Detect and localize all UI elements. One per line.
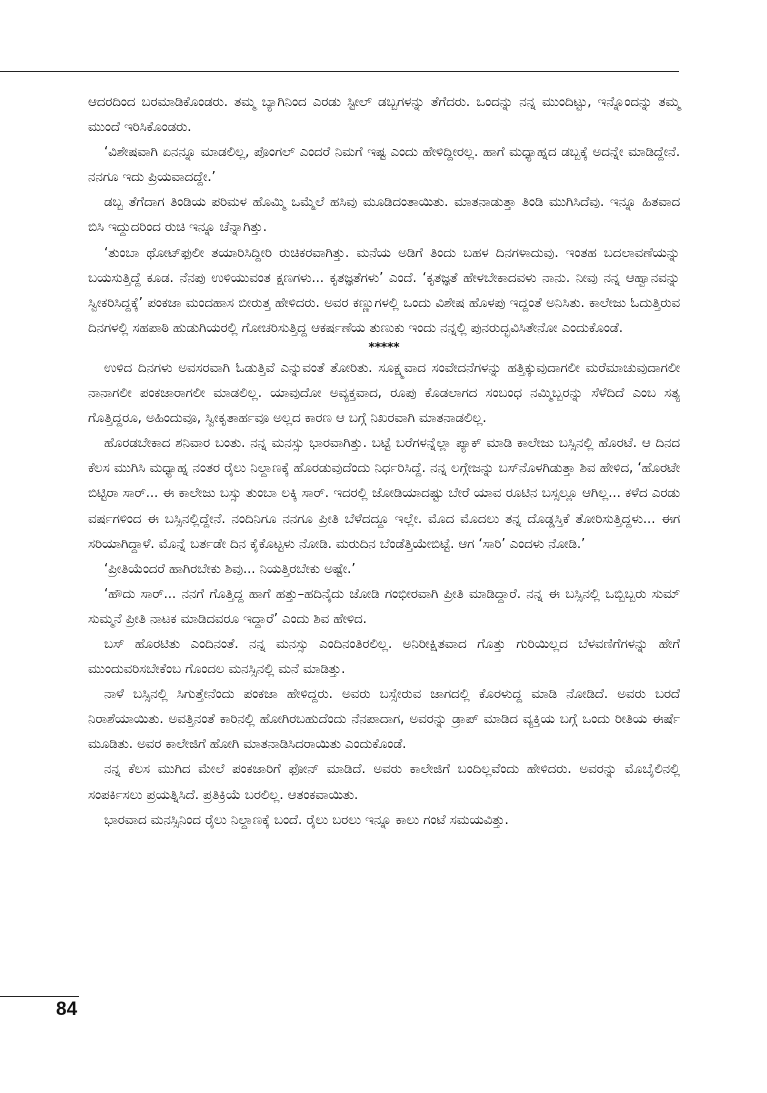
paragraph: ‘ತುಂಬಾ ಥೋಟ್‌ಫುಲೀ ತಯಾರಿಸಿದ್ದೀರಿ ರುಚಿಕರವಾಗಿತ್ತು. ಮನೆಯ ಅಡಿಗೆ ತಿಂದು ಬಹಳ ದಿನಗಳಾದುವು. ಇಂತಹ ಬದಲಾವಣೆಯನ್ನು ಬಯಸುತ್ತಿದ್ದೆ ಕೂಡ. ನೆನಪು ಉಳಿಯುವಂತ ಕ್ಷಣಗಳು... ಕೃತಜ್ಞತೆಗಳು’ ಎಂದೆ. ‘ಕೃತಜ್ಞತೆ ಹೇಳಬೇಕಾದವಳು ನಾನು. ನೀವು ನನ್ನ ಆಹ್ವಾನವನ್ನು ಸ್ವೀಕರಿಸಿದ್ದಕ್ಕೆ’ ಪಂಕಜಾ ಮಂದಹಾಸ ಬೀರುತ್ತ ಹೇಳಿದರು. ಅವರ ಕಣ್ಣುಗಳಲ್ಲಿ ಒಂದು ವಿಶೇಷ ಹೊಳಪು ಇದ್ದಂತೆ ಅನಿಸಿತು. ಕಾಲೇಜು ಓದುತ್ತಿರುವ ದಿನಗಳಲ್ಲಿ ಸಹಪಾಠಿ ಹುಡುಗಿಯರಲ್ಲಿ ಗೋಚರಿಸುತ್ತಿದ್ದ ಆಕರ್ಷಣೆಯ ತುಣುಕು ಇಂದು ನನ್ನಲ್ಲಿ ಪುನರುದ್ಭವಿಸಿತೇನೋ ಎಂದುಕೊಂಡೆ. bbox=[88, 245, 680, 336]
paragraph: ಬಸ್ ಹೊರಟಿತು ಎಂದಿನಂತೆ. ನನ್ನ ಮನಸ್ಸು ಎಂದಿನಂತಿರಲಿಲ್ಲ. ಅನಿರೀಕ್ಷಿತವಾದ ಗೊತ್ತು ಗುರಿಯಿಲ್ಲದ ಬೆಳವಣಿಗೆಗಳನ್ನು ಹೇಗೆ ಮುಂದುವರಿಸಬೇಕೆಂಬ ಗೊಂದಲ ಮನಸ್ಸಿನಲ್ಲಿ ಮನೆ ಮಾಡಿತ್ತು. bbox=[88, 636, 680, 678]
paragraph: ಉಳಿದ ದಿನಗಳು ಅವಸರವಾಗಿ ಓಡುತ್ತಿವೆ ಎನ್ನುವಂತೆ ತೋರಿತು. ಸೂಕ್ಷ್ಮವಾದ ಸಂವೇದನೆಗಳನ್ನು ಹತ್ತಿಕ್ಕುವುದಾಗಲೀ ಮರೆಮಾಚುವುದಾಗಲೀ ನಾನಾಗಲೀ ಪಂಕಜಾರಾಗಲೀ ಮಾಡಲಿಲ್ಲ. ಯಾವುದೋ ಅವ್ಯಕ್ತವಾದ, ರೂಪು ಕೊಡಲಾಗದ ಸಂಬಂಧ ನಮ್ಮಿಬ್ಬರನ್ನು ಸೆಳೆದಿದೆ ಎಂಬ ಸತ್ಯ ಗೊತ್ತಿದ್ದರೂ, ಅಹಿಂದುವೂ, ಸ್ವೀಕೃತಾರ್ಹವೂ ಅಲ್ಲದ ಕಾರಣ ಆ ಬಗ್ಗೆ ನಿಖರವಾಗಿ ಮಾತನಾಡಲಿಲ್ಲ. bbox=[88, 360, 680, 427]
body-text bbox=[88, 90, 680, 833]
section-divider: ***** bbox=[368, 339, 400, 354]
paragraph: ‘ಪ್ರೀತಿಯೆಂದರೆ ಹಾಗಿರಬೇಕು ಶಿವು... ನಿಯತ್ತಿರಬೇಕು ಅಷ್ಟೇ.’ bbox=[104, 561, 356, 577]
header-rule bbox=[0, 71, 679, 72]
page-number: 84 bbox=[56, 999, 78, 1020]
paragraph: ಭಾರವಾದ ಮನಸ್ಸಿನಿಂದ ರೈಲು ನಿಲ್ದಾಣಕ್ಕೆ ಬಂದೆ. ರೈಲು ಬರಲು ಇನ್ನೂ ಕಾಲು ಗಂಟೆ ಸಮಯವಿತ್ತು. bbox=[104, 812, 509, 828]
paragraph: ನನ್ನ ಕೆಲಸ ಮುಗಿದ ಮೇಲೆ ಪಂಕಜಾರಿಗೆ ಫೋನ್ ಮಾಡಿದೆ. ಅವರು ಕಾಲೇಜಿಗೆ ಬಂದಿಲ್ಲವೆಂದು ಹೇಳಿದರು. ಅವರನ್ನು ಮೊಬೈಲಿನಲ್ಲಿ ಸಂಪರ್ಕಿಸಲು ಪ್ರಯತ್ನಿಸಿದೆ. ಪ್ರತಿಕ್ರಿಯೆ ಬರಲಿಲ್ಲ. ಆತಂಕವಾಯಿತು. bbox=[88, 762, 680, 803]
paragraph: ‘ವಿಶೇಷವಾಗಿ ಏನನ್ನೂ ಮಾಡಲಿಲ್ಲ, ಪೊಂಗಲ್ ಎಂದರೆ ನಿಮಗೆ ಇಷ್ಟ ಎಂದು ಹೇಳಿದ್ದೀರಲ್ಲ. ಹಾಗೆ ಮಧ್ಯಾಹ್ನದ ಡಬ್ಬಕ್ಕೆ ಅದನ್ನೇ ಮಾಡಿದ್ದೇನೆ. ನನಗೂ ಇದು ಪ್ರಿಯವಾದದ್ದೇ.’ bbox=[88, 145, 680, 186]
paragraph: ನಾಳೆ ಬಸ್ಸಿನಲ್ಲಿ ಸಿಗುತ್ತೇನೆಂದು ಪಂಕಜಾ ಹೇಳಿದ್ದರು. ಅವರು ಬಸ್ಸೇರುವ ಜಾಗದಲ್ಲಿ ಕೊರಳುದ್ದ ಮಾಡಿ ನೋಡಿದೆ. ಅವರು ಬರದೆ ನಿರಾಶೆಯಾಯಿತು. ಅವತ್ತಿನಂತೆ ಕಾರಿನಲ್ಲಿ ಹೋಗಿರಬಹುದೆಂದು ನೆನಪಾದಾಗ, ಅವರನ್ನು ಡ್ರಾಪ್ ಮಾಡಿದ ವ್ಯಕ್ತಿಯ ಬಗ್ಗೆ ಒಂದು ರೀತಿಯ ಈರ್ಷೆ ಮೂಡಿತು. ಅವರ ಕಾಲೇಜಿಗೆ ಹೋಗಿ ಮಾತನಾಡಿಸಿದರಾಯಿತು ಎಂದುಕೊಂಡೆ. bbox=[88, 687, 680, 753]
paragraph: ‘ಹೌದು ಸಾರ್... ನನಗೆ ಗೊತ್ತಿದ್ದ ಹಾಗೆ ಹತ್ತು–ಹದಿನೈದು ಜೋಡಿ ಗಂಭೀರವಾಗಿ ಪ್ರೀತಿ ಮಾಡಿದ್ದಾರೆ. ನನ್ನ ಈ ಬಸ್ಸಿನಲ್ಲಿ ಒಬ್ಬಿಬ್ಬರು ಸುಮ್ ಸುಮ್ಮನೆ ಪ್ರೀತಿ ನಾಟಕ ಮಾಡಿದವರೂ ಇದ್ದಾರೆ’ ಎಂದು ಶಿವ ಹೇಳಿದ. bbox=[88, 586, 680, 627]
footer-rule bbox=[0, 996, 79, 997]
paragraph: ಆದರದಿಂದ ಬರಮಾಡಿಕೊಂಡರು. ತಮ್ಮ ಬ್ಯಾಗಿನಿಂದ ಎರಡು ಸ್ಟೀಲ್ ಡಬ್ಬಗಳನ್ನು ತೆಗೆದರು. ಒಂದನ್ನು ನನ್ನ ಮುಂದಿಟ್ಟು, ಇನ್ನೊಂದನ್ನು ತಮ್ಮ ಮುಂದೆ ಇರಿಸಿಕೊಂಡರು. bbox=[88, 95, 680, 136]
paragraph: ಡಬ್ಬ ತೆಗೆದಾಗ ತಿಂಡಿಯ ಪರಿಮಳ ಹೊಮ್ಮಿ ಒಮ್ಮೆಲೆ ಹಸಿವು ಮೂಡಿದಂತಾಯಿತು. ಮಾತನಾಡುತ್ತಾ ತಿಂಡಿ ಮುಗಿಸಿದೆವು. ಇನ್ನೂ ಹಿತವಾದ ಬಿಸಿ ಇದ್ದುದರಿಂದ ರುಚಿ ಇನ್ನೂ ಚೆನ್ನಾಗಿತ್ತು. bbox=[88, 195, 680, 236]
paragraph: ಹೊರಡಬೇಕಾದ ಶನಿವಾರ ಬಂತು. ನನ್ನ ಮನಸ್ಸು ಭಾರವಾಗಿತ್ತು. ಬಟ್ಟೆ ಬರೆಗಳನ್ನೆಲ್ಲಾ ಪ್ಯಾಕ್ ಮಾಡಿ ಕಾಲೇಜು ಬಸ್ಸಿನಲ್ಲಿ ಹೊರಟೆ. ಆ ದಿನದ ಕೆಲಸ ಮುಗಿಸಿ ಮಧ್ಯಾಹ್ನ ನಂತರ ರೈಲು ನಿಲ್ದಾಣಕ್ಕೆ ಹೊರಡುವುದೆಂದು ನಿರ್ಧರಿಸಿದ್ದೆ. ನನ್ನ ಲಗ್ಗೇಜನ್ನು ಬಸ್‌ನೊಳಗಿಡುತ್ತಾ ಶಿವ ಹೇಳಿದ, ‘ಹೊರಟೇ ಬಿಟ್ಟಿರಾ ಸಾರ್... ಈ ಕಾಲೇಜು ಬಸ್ಸು ತುಂಬಾ ಲಕ್ಕಿ ಸಾರ್. ಇದರಲ್ಲಿ ಜೋಡಿಯಾದಷ್ಟು ಬೇರೆ ಯಾವ ರೂಟಿನ ಬಸ್ಸಲ್ಲೂ ಆಗಿಲ್ಲ... ಕಳೆದ ಎರಡು ವರ್ಷಗಳಿಂದ ಈ ಬಸ್ಸಿನಲ್ಲಿದ್ದೇನೆ. ನಂದಿನಿಗೂ ನನಗೂ ಪ್ರೀತಿ ಬೆಳೆದದ್ದೂ ಇಲ್ಲೇ. ಮೊದ ಮೊದಲು ತನ್ನ ದೊಡ್ಡಸ್ತಿಕೆ ತೋರಿಸುತ್ತಿದ್ದಳು... ಈಗ ಸರಿಯಾಗಿದ್ದಾಳೆ. ಮೊನ್ನೆ ಬರ್ತಡೇ ದಿನ ಕೈಕೊಟ್ಟಳು ನೋಡಿ. ಮರುದಿನ ಬೆಂಡೆತ್ತಿಯೇಬಿಟ್ಟೆ. ಆಗ ‘ಸಾರಿ’ ಎಂದಳು ನೋಡಿ.’ bbox=[88, 436, 680, 552]
